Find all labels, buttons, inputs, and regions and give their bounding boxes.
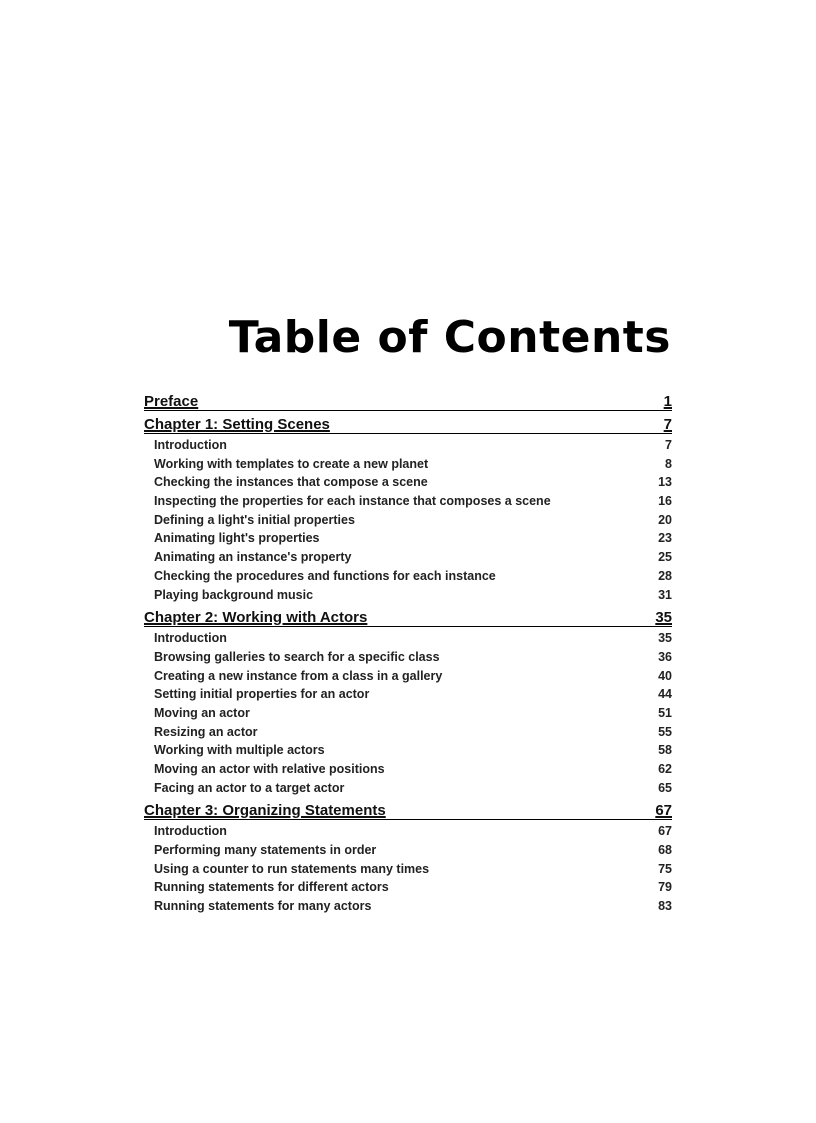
entry-page-number: 16 (658, 494, 672, 509)
entry-title: Resizing an actor (154, 724, 258, 739)
entry-page-number: 65 (658, 780, 672, 795)
entry-title: Running statements for different actors (154, 880, 389, 895)
toc-entry[interactable] (144, 723, 672, 742)
entry-title: Introduction (154, 824, 227, 839)
section-page-number[interactable]: 1 (663, 393, 672, 410)
section-page-number[interactable]: 67 (655, 802, 672, 820)
section-title[interactable]: Chapter 2: Working with Actors (144, 609, 368, 627)
toc-entry[interactable] (144, 586, 672, 605)
entry-page-number: 8 (665, 456, 672, 471)
toc-list (144, 393, 672, 916)
toc-section-chapter-1 (144, 416, 672, 604)
entry-page-number: 67 (658, 824, 672, 839)
section-page-number[interactable]: 7 (663, 416, 672, 433)
entry-page-number: 35 (658, 631, 672, 646)
entry-title: Inspecting the properties for each instance that composes a scene (154, 494, 551, 509)
toc-entry[interactable] (144, 860, 672, 879)
toc-entry[interactable] (144, 760, 672, 779)
entry-page-number: 20 (658, 512, 672, 527)
entry-title: Playing background music (154, 587, 314, 602)
section-title[interactable]: Chapter 3: Organizing Statements (144, 802, 386, 820)
entry-title: Animating light's properties (154, 531, 320, 546)
toc-entry[interactable] (144, 648, 672, 667)
entry-title: Creating a new instance from a class in a gallery (154, 668, 443, 683)
toc-entry[interactable] (144, 629, 672, 648)
toc-entry[interactable] (144, 511, 672, 530)
entry-page-number: 83 (658, 899, 672, 914)
page-title: Table of Contents (228, 312, 671, 363)
entry-title: Moving an actor with relative positions (154, 762, 385, 776)
toc-entry[interactable] (144, 704, 672, 723)
entry-title: Checking the instances that compose a scene (154, 475, 428, 490)
toc-entry[interactable] (144, 897, 672, 916)
toc-entry[interactable] (144, 667, 672, 686)
toc-entry[interactable] (144, 436, 672, 455)
entry-title: Introduction (154, 631, 227, 646)
entry-page-number: 68 (658, 843, 672, 858)
entry-page-number: 62 (658, 762, 672, 776)
entry-page-number: 75 (658, 861, 672, 876)
toc-section-chapter-2 (144, 609, 672, 797)
toc-entry[interactable] (144, 741, 672, 760)
section-heading[interactable] (144, 802, 672, 820)
entry-page-number: 25 (658, 550, 672, 565)
section-heading[interactable] (144, 416, 672, 434)
entry-title: Defining a light's initial properties (154, 512, 355, 527)
section-title[interactable]: Preface (144, 393, 199, 410)
toc-entry[interactable] (144, 779, 672, 798)
entry-title: Running statements for many actors (154, 899, 372, 914)
toc-entry[interactable] (144, 822, 672, 841)
entry-title: Facing an actor to a target actor (154, 780, 345, 795)
entry-page-number: 79 (658, 880, 672, 895)
entry-title: Checking the procedures and functions for each instance (154, 568, 496, 583)
entry-title: Working with multiple actors (154, 743, 325, 758)
entry-title: Performing many statements in order (154, 843, 377, 858)
toc-entry[interactable] (144, 841, 672, 860)
entry-title: Moving an actor (154, 705, 250, 720)
entry-title: Introduction (154, 438, 227, 452)
toc-entry[interactable] (144, 455, 672, 474)
entry-page-number: 13 (658, 475, 672, 490)
entry-title: Browsing galleries to search for a specific class (154, 649, 440, 664)
entry-title: Setting initial properties for an actor (154, 687, 370, 702)
entry-page-number: 36 (658, 649, 672, 664)
toc-section-chapter-3 (144, 802, 672, 915)
section-page-number[interactable]: 35 (655, 609, 672, 627)
toc-entry[interactable] (144, 473, 672, 492)
entry-page-number: 7 (665, 438, 672, 452)
section-heading[interactable] (144, 609, 672, 627)
entry-title: Animating an instance's property (154, 550, 352, 565)
toc-entry[interactable] (144, 529, 672, 548)
entry-page-number: 28 (658, 568, 672, 583)
entry-title: Working with templates to create a new planet (154, 456, 429, 471)
entry-page-number: 55 (658, 724, 672, 739)
toc-entry[interactable] (144, 548, 672, 567)
toc-entry[interactable] (144, 685, 672, 704)
section-heading[interactable] (144, 393, 672, 411)
entry-page-number: 51 (658, 705, 672, 720)
section-title[interactable]: Chapter 1: Setting Scenes (144, 416, 330, 433)
entry-page-number: 23 (658, 531, 672, 546)
toc-entry[interactable] (144, 878, 672, 897)
toc-section-preface (144, 393, 672, 411)
entry-title: Using a counter to run statements many times (154, 861, 430, 876)
toc-entry[interactable] (144, 492, 672, 511)
entry-page-number: 40 (658, 668, 672, 683)
entry-page-number: 44 (658, 687, 672, 702)
toc-entry[interactable] (144, 567, 672, 586)
entry-page-number: 58 (658, 743, 672, 758)
entry-page-number: 31 (658, 587, 672, 602)
